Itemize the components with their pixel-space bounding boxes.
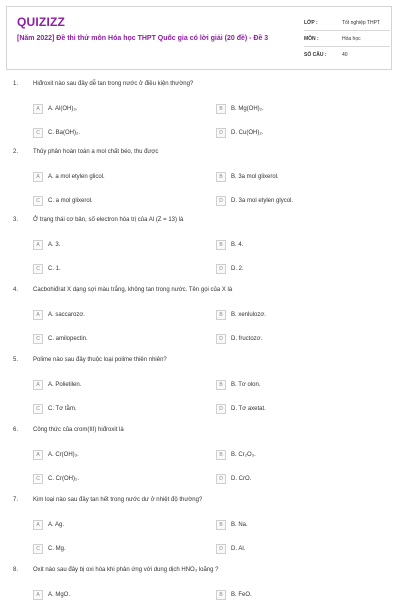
option-text: A. MgO. (48, 592, 71, 598)
option-letter-box[interactable]: A (33, 310, 43, 320)
option-letter-box[interactable]: B (216, 450, 226, 460)
option-text: D. 2. (231, 266, 244, 272)
option-text: B. FeO. (231, 592, 252, 598)
meta-row-grade (304, 15, 390, 31)
answer-option[interactable] (216, 589, 252, 601)
option-text: A. Cr(OH)₃. (48, 452, 79, 458)
option-text: D. Cu(OH)₂. (231, 130, 264, 136)
option-letter-box[interactable]: A (33, 240, 43, 250)
answer-option[interactable] (33, 127, 80, 139)
meta-row-count (304, 47, 390, 62)
question-text: Thủy phân hoàn toàn a mol chất béo, thu được (33, 149, 159, 155)
answer-option[interactable] (216, 127, 263, 139)
answer-option[interactable] (33, 171, 105, 183)
option-letter-box[interactable]: B (216, 310, 226, 320)
answer-option[interactable] (216, 239, 243, 251)
option-text: C. Tơ tằm. (48, 406, 77, 412)
option-letter-box[interactable]: D (216, 544, 226, 554)
option-text: B. Mg(OH)₂. (231, 106, 264, 112)
answer-option[interactable] (33, 103, 77, 115)
meta-label: LỚP : (304, 19, 318, 26)
option-letter-box[interactable]: C (33, 334, 43, 344)
option-text: A. a mol etylen glicol. (48, 174, 105, 180)
question-text: Cacbohiđrat X dạng sợi màu trắng, không tan trong nước. Tên gọi của X là (33, 287, 233, 293)
option-text: C. a mol glixerol. (48, 198, 93, 204)
question-number: 8. (13, 567, 19, 573)
answer-option[interactable] (216, 403, 266, 415)
option-letter-box[interactable]: A (33, 520, 43, 530)
meta-row-subject (304, 31, 390, 47)
worksheet-header (6, 6, 392, 70)
answer-option[interactable] (33, 543, 66, 555)
option-letter-box[interactable]: A (33, 590, 43, 600)
answer-option[interactable] (216, 195, 293, 207)
option-letter-box[interactable]: B (216, 240, 226, 250)
option-letter-box[interactable]: B (216, 380, 226, 390)
answer-option[interactable] (216, 519, 248, 531)
option-letter-box[interactable]: C (33, 128, 43, 138)
meta-value: 40 (342, 51, 348, 58)
option-text: B. 3a mol glixerol. (231, 174, 279, 180)
option-text: B. xenlulozơ. (231, 312, 266, 318)
question-text: Ở trạng thái cơ bản, số electron hóa trị của Al (Z = 13) là (33, 217, 184, 223)
option-letter-box[interactable]: C (33, 196, 43, 206)
option-text: C. 1. (48, 266, 61, 272)
option-letter-box[interactable]: D (216, 404, 226, 414)
option-text: C. Cr(OH)₂. (48, 476, 79, 482)
answer-option[interactable] (216, 103, 264, 115)
option-text: C. Mg. (48, 546, 66, 552)
question-text: Hiđroxit nào sau đây dễ tan trong nước ở điều kiện thường? (33, 81, 194, 87)
answer-option[interactable] (33, 195, 93, 207)
meta-value: Tốt nghiệp THPT (342, 19, 380, 26)
question-number: 6. (13, 427, 19, 433)
question-number: 2. (13, 149, 19, 155)
question-text: Kim loại nào sau đây tan hết trong nước dư ở nhiệt độ thường? (33, 497, 203, 503)
option-text: D. 3a mol etylen glycol. (231, 198, 294, 204)
question-number: 1. (13, 81, 19, 87)
answer-option[interactable] (33, 449, 79, 461)
option-letter-box[interactable]: D (216, 474, 226, 484)
worksheet-meta (304, 15, 390, 62)
option-text: A. 3. (48, 242, 61, 248)
answer-option[interactable] (33, 403, 77, 415)
answer-option[interactable] (33, 263, 61, 275)
option-text: A. Al(OH)₃. (48, 106, 78, 112)
question-text: Oxit nào sau đây bị oxi hóa khi phản ứng với dung dịch HNO₃ loãng ? (33, 567, 219, 573)
answer-option[interactable] (33, 309, 85, 321)
worksheet-title: [Năm 2022] Đề thi thử môn Hóa học THPT Quốc gia có lời giải (20 đề) - Đề 3 (17, 35, 269, 42)
question-text: Polime nào sau đây thuộc loại polime thiên nhiên? (33, 357, 167, 363)
answer-option[interactable] (216, 379, 261, 391)
answer-option[interactable] (216, 171, 279, 183)
option-text: D. CrO. (231, 476, 252, 482)
option-text: B. 4. (231, 242, 244, 248)
option-letter-box[interactable]: D (216, 264, 226, 274)
option-text: A. Polietilen. (48, 382, 82, 388)
question-number: 4. (13, 287, 19, 293)
option-letter-box[interactable]: B (216, 172, 226, 182)
answer-option[interactable] (33, 239, 60, 251)
answer-option[interactable] (33, 473, 79, 485)
option-letter-box[interactable]: C (33, 474, 43, 484)
option-letter-box[interactable]: D (216, 128, 226, 138)
question-number: 3. (13, 217, 19, 223)
option-letter-box[interactable]: A (33, 380, 43, 390)
answer-option[interactable] (216, 473, 251, 485)
option-text: C. Ba(OH)₂. (48, 130, 80, 136)
option-text: D. Al. (231, 546, 246, 552)
answer-option[interactable] (33, 333, 88, 345)
option-letter-box[interactable]: A (33, 450, 43, 460)
answer-option[interactable] (33, 589, 70, 601)
question-number: 5. (13, 357, 19, 363)
option-letter-box[interactable]: B (216, 520, 226, 530)
option-text: A. Ag. (48, 522, 65, 528)
option-letter-box[interactable]: C (33, 544, 43, 554)
option-text: B. Cr₂O₃. (231, 452, 256, 458)
answer-option[interactable] (216, 263, 244, 275)
answer-option[interactable] (216, 449, 256, 461)
meta-label: SỐ CÂU : (304, 51, 327, 58)
option-letter-box[interactable]: B (216, 104, 226, 114)
option-letter-box[interactable]: B (216, 590, 226, 600)
answer-option[interactable] (216, 543, 245, 555)
answer-option[interactable] (216, 309, 266, 321)
option-letter-box[interactable]: C (33, 404, 43, 414)
option-text: D. Tơ axetat. (231, 406, 266, 412)
answer-option[interactable] (33, 379, 81, 391)
meta-value: Hóa học (342, 35, 361, 42)
question-text: Công thức của crom(III) hiđroxit là (33, 427, 124, 433)
option-text: B. Na. (231, 522, 248, 528)
option-text: B. Tơ olon. (231, 382, 261, 388)
option-letter-box[interactable]: A (33, 104, 43, 114)
option-letter-box[interactable]: D (216, 196, 226, 206)
option-letter-box[interactable]: A (33, 172, 43, 182)
question-number: 7. (13, 497, 19, 503)
option-text: D. fructozơ. (231, 336, 263, 342)
option-letter-box[interactable]: D (216, 334, 226, 344)
quizizz-logo: QUIZIZZ (17, 15, 66, 29)
option-text: C. amilopectin. (48, 336, 88, 342)
meta-label: MÔN : (304, 35, 319, 42)
option-text: A. saccarozơ. (48, 312, 85, 318)
option-letter-box[interactable]: C (33, 264, 43, 274)
answer-option[interactable] (33, 519, 64, 531)
answer-option[interactable] (216, 333, 262, 345)
